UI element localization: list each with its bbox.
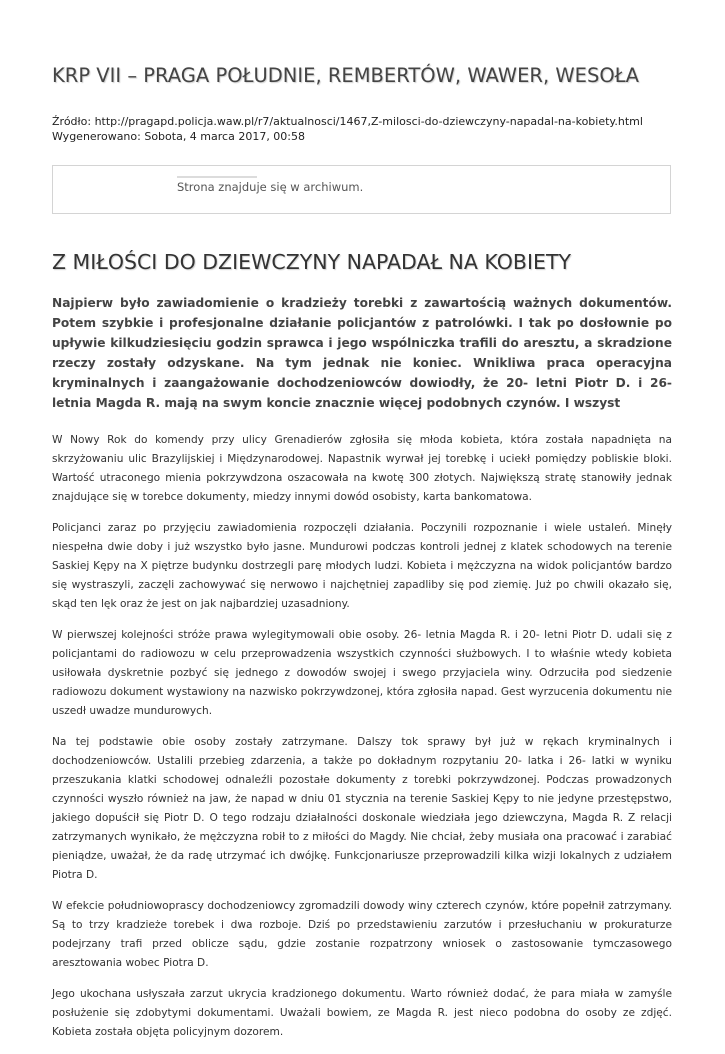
article-body: [52, 431, 672, 1054]
archive-notice-text: Strona znajduje się w archiwum.: [177, 180, 364, 194]
archive-notice-box: [52, 165, 671, 214]
article-paragraph: Jego ukochana usłyszała zarzut ukrycia kradzionego dokumentu. Warto również dodać, że para miała w zamyśle posłużenie się zdobytymi dokumentami. Uważali bowiem, ze Magda R. jest nieco podobna do osoby ze zdjęć. Kobieta została objęta policyjnym dozorem.: [52, 988, 672, 1038]
archive-notice-bar: [177, 176, 257, 178]
article-title: Z MIŁOŚCI DO DZIEWCZYNY NAPADAŁ NA KOBIETY: [52, 250, 571, 274]
document-meta: [52, 114, 692, 144]
article-paragraph: W efekcie południowoprascy dochodzeniowcy zgromadzili dowody winy czterech czynów, które popełnił zatrzymany. Są to trzy kradzieże torebek i dwa rozboje. Dziś po przedstawieniu zarzutów i przesłuchaniu w prokuraturze podejrzany trafi przed oblicze sądu, gdzie zostanie rozpatrzony wniosek o zastosowanie tymczasowego aresztowania wobec Piotra D.: [52, 900, 672, 969]
article-paragraph: W Nowy Rok do komendy przy ulicy Grenadierów zgłosiła się młoda kobieta, która została napadnięta na skrzyżowaniu ulic Brazylijskiej i Międzynarodowej. Napastnik wyrwał jej torebkę i uciekł pomiędzy pobliskie bloki. Wartość utraconego mienia pokrzywdzona oszacowała na kwotę 300 złotych. Największą stratę stanowiły jednak znajdujące się w torebce dokumenty, miedzy innymi dowód osobisty, karta bankomatowa.: [52, 434, 672, 503]
site-title: KRP VII – PRAGA POŁUDNIE, REMBERTÓW, WAWER, WESOŁA: [52, 64, 639, 87]
source-url: Źródło: http://pragapd.policja.waw.pl/r7/aktualnosci/1467,Z-milosci-do-dziewczyny-napadal-na-kobiety.html: [52, 115, 643, 128]
generated-date: Wygenerowano: Sobota, 4 marca 2017, 00:58: [52, 130, 306, 143]
article-paragraph: Policjanci zaraz po przyjęciu zawiadomienia rozpoczęli działania. Poczynili rozpoznanie i wiele ustaleń. Minęły niespełna dwie doby i już wszystko było jasne. Mundurowi podczas kontroli jednej z klatek schodowych na terenie Saskiej Kępy na X piętrze budynku dostrzegli parę młodych ludzi. Kobieta i mężczyzna na widok policjantów bardzo się wystraszyli, zaczęli zachowywać się nerwowo i najchętniej zapadliby się pod ziemię. Już po chwili okazało się, skąd ten lęk oraz że jest on jak najbardziej uzasadniony.: [52, 522, 672, 610]
article-lead: Najpierw było zawiadomienie o kradzieży torebki z zawartością ważnych dokumentów. Potem szybkie i profesjonalne działanie policjantów z patrolówki. I tak po dosłownie po upływie kilkudziesięciu godzin sprawca i jego wspólniczka trafili do aresztu, a skradzione rzeczy zostały odzyskane. Na tym jednak nie koniec. Wnikliwa praca operacyjna kryminalnych i zaangażowanie dochodzeniowców dowiodły, że 20- letni Piotr D. i 26- letnia Magda R. mają na swym koncie znacznie więcej podobnych czynów. I wszyst: [52, 296, 672, 410]
article-paragraph: W pierwszej kolejności stróże prawa wylegitymowali obie osoby. 26- letnia Magda R. i 20- letni Piotr D. udali się z policjantami do radiowozu w celu przeprowadzenia wszystkich czynności służbowych. I to właśnie wtedy kobieta usiłowała dyskretnie pozbyć się jednego z dowodów swojej i swego przyjaciela winy. Odrzuciła pod siedzenie radiowozu dokument wystawiony na nazwisko pokrzywdzonej, która zgłosiła napad. Gest wyrzucenia dokumentu nie uszedł uwadze mundurowych.: [52, 629, 672, 717]
article-paragraph: Na tej podstawie obie osoby zostały zatrzymane. Dalszy tok sprawy był już w rękach kryminalnych i dochodzeniowców. Ustalili przebieg zdarzenia, a także po dokładnym rozpytaniu 20- latka i 26- latki w wyniku przeszukania klatki schodowej odnaleźli pozostałe dokumenty z torebki pokrzywdzonej. Podczas prowadzonych czynności wyszło również na jaw, że napad w dniu 01 stycznia na terenie Saskiej Kępy to nie jedyne przestępstwo, jakiego dopuścił się Piotr D. O tego rodzaju działalności doskonale wiedziała jego dziewczyna, Magda R. Z relacji zatrzymanych wynikało, że mężczyzna robił to z miłości do Magdy. Nie chciał, żeby musiała ona pracować i zarabiać pieniądze, uważał, że da radę utrzymać ich dwójkę. Funkcjonariusze przeprowadzili kilka wizji lokalnych z udziałem Piotra D.: [52, 736, 672, 881]
